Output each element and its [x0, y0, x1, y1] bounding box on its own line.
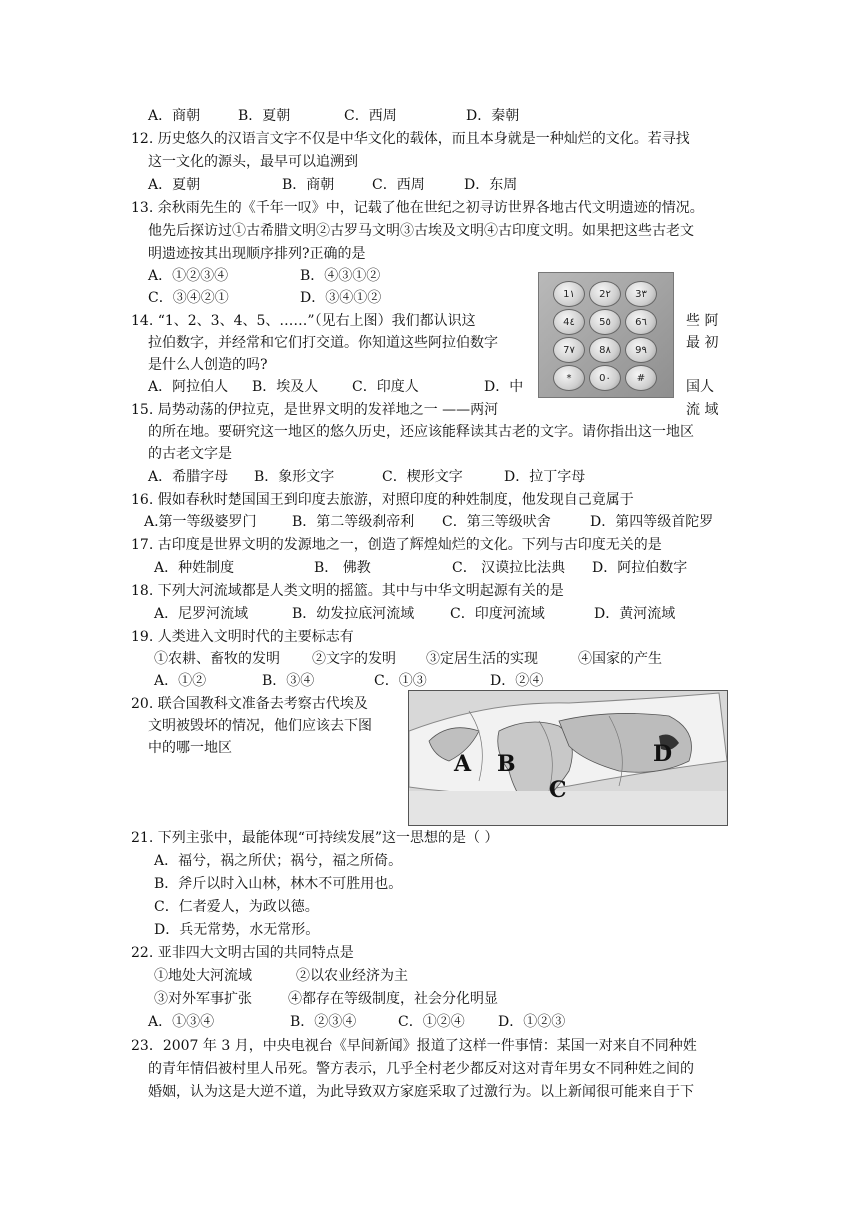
q15-stem-3: 的古老文字是 — [148, 446, 232, 462]
q13-opt-c: C．③④②① — [148, 290, 229, 306]
q23-stem-1: 23．2007 年 3 月，中央电视台《早间新闻》报道了这样一件事情：某国一对来自不同种姓 — [131, 1038, 697, 1054]
q13-opt-b: B．④③①② — [300, 268, 381, 284]
q21-stem: 21. 下列主张中，最能体现“可持续发展”这一思想的是（ ） — [131, 830, 499, 846]
q19-item-2: ②文字的发明 — [312, 651, 396, 667]
q18-options — [154, 604, 676, 624]
q21-opt-c: C．仁者爱人，为政以德。 — [154, 899, 319, 915]
q17-stem: 17. 古印度是世界文明的发源地之一，创造了辉煌灿烂的文化。下列与古印度无关的是 — [131, 537, 662, 553]
keypad-key: 4٤ — [553, 309, 585, 335]
q22-opt-b: B．②③④ — [290, 1014, 357, 1030]
q15-opt-a: A．希腊字母 — [148, 469, 229, 485]
q19-opt-c: C．①③ — [374, 673, 427, 689]
q12-opt-c: C．西周 — [372, 177, 425, 193]
q22-items-row2 — [154, 989, 498, 1009]
map-label-c: C — [549, 777, 567, 803]
q16-opt-d: D．第四等级首陀罗 — [590, 514, 714, 530]
q13-options-row1 — [148, 266, 381, 286]
q20-stem-3: 中的哪一地区 — [148, 740, 232, 756]
keypad-key: * — [553, 365, 585, 391]
q22-item-4: ④都存在等级制度，社会分化明显 — [288, 991, 498, 1007]
q14-opt-b: B．埃及人 — [252, 379, 319, 395]
keypad-key: 3٣ — [625, 281, 657, 307]
q23-stem-3: 婚姻，认为这是大逆不道，为此导致双方家庭采取了过激行为。以上新闻很可能来自于下 — [148, 1084, 694, 1100]
q14-stem-2-tail: 最 初 — [686, 335, 719, 351]
keypad-key: 0٠ — [589, 365, 621, 391]
q14-stem-3: 是什么人创造的吗? — [148, 357, 268, 373]
q15-stem-1-tail: 流 域 — [686, 402, 719, 418]
q11-opt-b: B．夏朝 — [238, 108, 291, 124]
q13-stem-1: 13. 余秋雨先生的《千年一叹》中，记载了他在世纪之初寻访世界各地古代文明遗迹的情况。 — [131, 200, 704, 216]
q19-options — [154, 671, 544, 691]
q22-options — [148, 1012, 566, 1032]
q20-stem-2: 文明被毁坏的情况，他们应该去下图 — [148, 718, 372, 734]
q16-stem: 16. 假如春秋时楚国国王到印度去旅游，对照印度的种姓制度，他发现自己竟属于 — [131, 492, 634, 508]
q14-stem-2: 拉伯数字，并经常和它们打交道。你知道这些阿拉伯数字 — [148, 335, 498, 351]
q19-item-4: ④国家的产生 — [578, 651, 662, 667]
q19-opt-a: A．①② — [154, 673, 207, 689]
q23-stem-2: 的青年情侣被村里人吊死。警方表示，几乎全村老少都反对这对青年男女不同种姓之间的 — [148, 1061, 694, 1077]
q15-stem-1: 15. 局势动荡的伊拉克，是世界文明的发祥地之一 ——两河 — [131, 402, 499, 418]
q14-opt-a: A．阿拉伯人 — [148, 379, 229, 395]
q13-opt-a: A．①②③④ — [148, 268, 229, 284]
map-label-a: A — [454, 751, 472, 777]
q19-opt-b: B．③④ — [262, 673, 315, 689]
q18-opt-a: A．尼罗河流域 — [154, 606, 249, 622]
q15-opt-d: D．拉丁字母 — [504, 469, 586, 485]
q11-opt-a: A．商朝 — [148, 108, 201, 124]
q14-opt-d-tail: 国人 — [686, 379, 714, 395]
q15-stem-2: 的所在地。要研究这一地区的悠久历史，还应该能释读其古老的文字。请你指出这一地区 — [148, 424, 694, 440]
q13-stem-2: 他先后探访过①古希腊文明②古罗马文明③古埃及文明④古印度文明。如果把这些古老文 — [148, 223, 694, 239]
q19-item-3: ③定居生活的实现 — [426, 651, 538, 667]
q21-opt-d: D．兵无常势，水无常形。 — [154, 922, 320, 938]
q14-opt-d: D．中 — [484, 379, 524, 395]
q22-opt-a: A．①③④ — [148, 1014, 215, 1030]
q22-stem: 22. 亚非四大文明古国的共同特点是 — [131, 945, 354, 961]
q12-opt-a: A．夏朝 — [148, 177, 201, 193]
q18-opt-b: B．幼发拉底河流域 — [292, 606, 415, 622]
q17-opt-a: A．种姓制度 — [154, 560, 235, 576]
q22-opt-c: C．①②④ — [398, 1014, 465, 1030]
q13-stem-3: 明遗迹按其出现顺序排列?正确的是 — [148, 246, 366, 262]
map-label-d: D — [653, 741, 673, 767]
q12-opt-b: B．商朝 — [282, 177, 335, 193]
q14-stem-1-tail: 些 阿 — [686, 313, 719, 329]
q11-options — [148, 106, 520, 126]
q12-stem-1: 12. 历史悠久的汉语言文字不仅是中华文化的载体，而且本身就是一种灿烂的文化。若寻找 — [131, 131, 690, 147]
q15-opt-c: C．楔形文字 — [382, 469, 463, 485]
keypad-key: 6٦ — [625, 309, 657, 335]
q16-opt-c: C．第三等级吠舍 — [442, 514, 551, 530]
q15-options — [148, 467, 586, 487]
arabic-numeral-keypad-image — [538, 272, 674, 398]
q21-opt-a: A．福兮，祸之所伏；祸兮，福之所倚。 — [154, 853, 403, 869]
keypad-key: 5٥ — [589, 309, 621, 335]
q22-items-row1 — [154, 966, 408, 986]
q19-item-1: ①农耕、畜牧的发明 — [154, 651, 280, 667]
q12-options — [148, 175, 648, 195]
q13-options-row2 — [148, 288, 382, 308]
q14-stem-1: 14. “1、2、3、4、5、……”（见右上图）我们都认识这 — [131, 313, 476, 329]
q16-options — [144, 512, 714, 532]
q19-opt-d: D．②④ — [490, 673, 544, 689]
keypad-key: 9٩ — [625, 337, 657, 363]
q17-options — [154, 558, 688, 578]
q12-opt-d: D．东周 — [464, 177, 518, 193]
q13-opt-d: D．③④①② — [300, 290, 382, 306]
q18-opt-d: D．黄河流域 — [594, 606, 676, 622]
keypad-key: 2٢ — [589, 281, 621, 307]
q17-opt-c: C． 汉谟拉比法典 — [452, 560, 566, 576]
q14-opt-c: C．印度人 — [352, 379, 419, 395]
keypad-key: 8٨ — [589, 337, 621, 363]
q15-opt-b: B．象形文字 — [254, 469, 335, 485]
q22-item-1: ①地处大河流域 — [154, 968, 252, 984]
q20-stem-1: 20. 联合国教科文准备去考察古代埃及 — [131, 696, 368, 712]
q11-opt-d: D．秦朝 — [466, 108, 520, 124]
q22-item-2: ②以农业经济为主 — [296, 968, 408, 984]
keypad-key: 7٧ — [553, 337, 585, 363]
q19-items — [154, 649, 662, 669]
world-map-image — [408, 690, 728, 826]
keypad-key: # — [625, 365, 657, 391]
q18-stem: 18. 下列大河流域都是人类文明的摇篮。其中与中华文明起源有关的是 — [131, 583, 564, 599]
q11-opt-c: C．西周 — [344, 108, 397, 124]
q16-opt-a: A.第一等级婆罗门 — [144, 514, 257, 530]
q17-opt-d: D．阿拉伯数字 — [592, 560, 688, 576]
q22-item-3: ③对外军事扩张 — [154, 991, 252, 1007]
q22-opt-d: D．①②③ — [498, 1014, 566, 1030]
q18-opt-c: C．印度河流域 — [450, 606, 545, 622]
q17-opt-b: B． 佛教 — [314, 560, 371, 576]
q12-stem-2: 这一文化的源头，最早可以追溯到 — [148, 154, 358, 170]
q14-options — [148, 377, 524, 397]
q21-opt-b: B．斧斤以时入山林，林木不可胜用也。 — [154, 876, 403, 892]
map-label-b: B — [497, 751, 516, 777]
keypad-key: 1١ — [553, 281, 585, 307]
q19-stem: 19. 人类进入文明时代的主要标志有 — [131, 629, 354, 645]
q16-opt-b: B．第二等级刹帝利 — [292, 514, 415, 530]
